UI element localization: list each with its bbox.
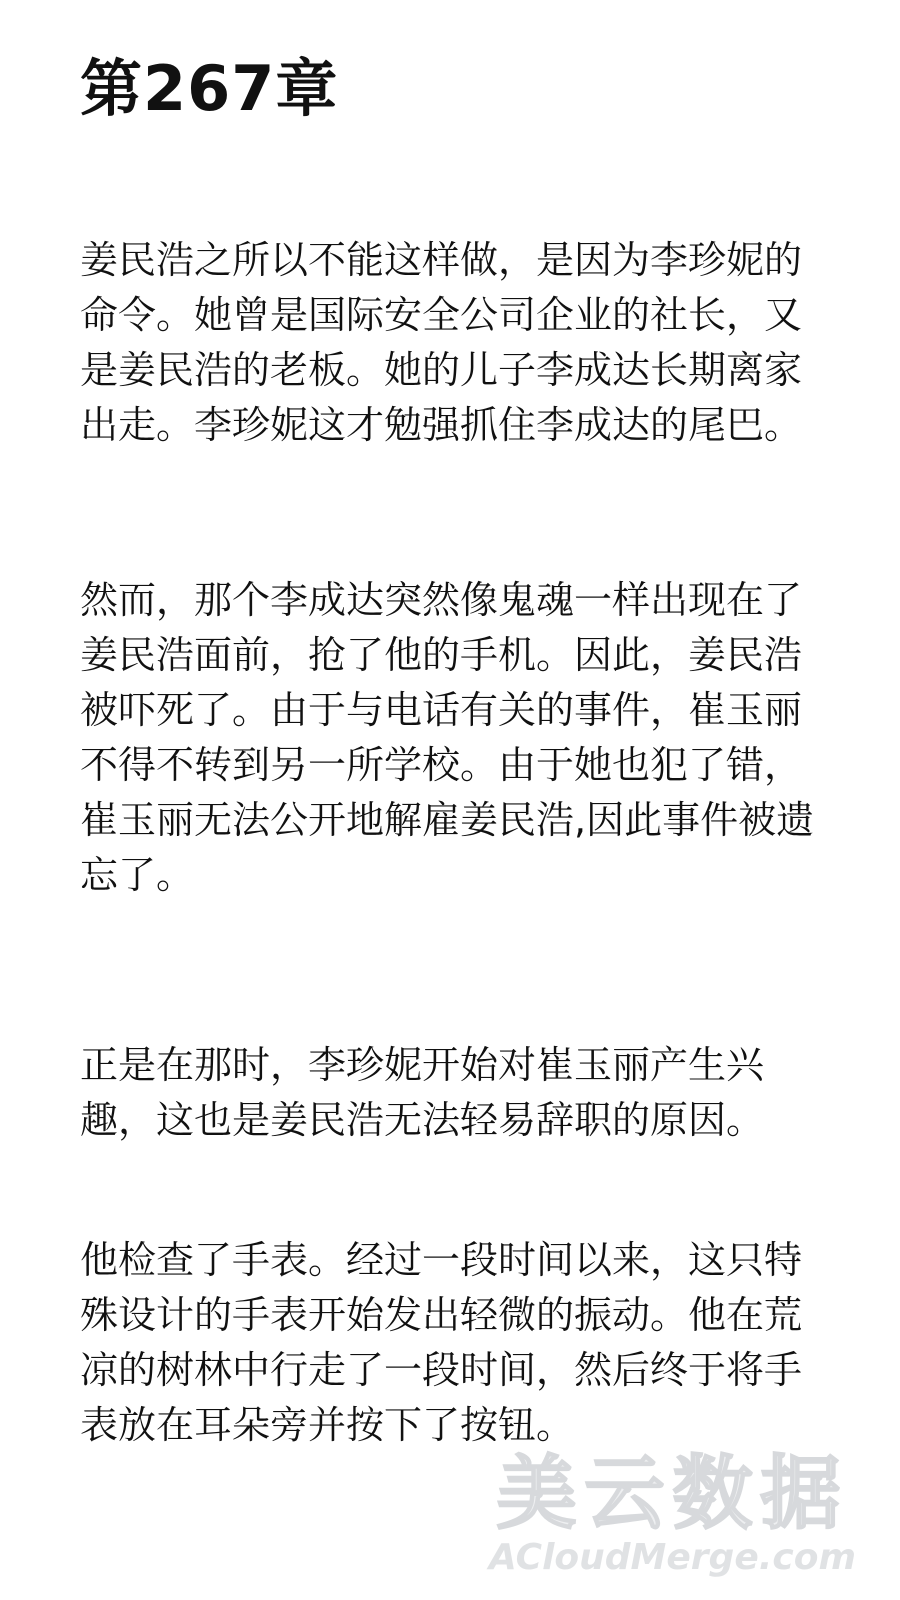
- story-paragraph-3: 正是在那时，李珍妮开始对崔玉丽产生兴趣，这也是姜民浩无法轻易辞职的原因。: [80, 1043, 765, 1142]
- chapter-title: 第267章: [80, 52, 339, 125]
- watermark-english-text: ACloudMerge.com: [488, 1537, 856, 1578]
- story-paragraph-2: 然而，那个李成达突然像鬼魂一样出现在了姜民浩面前，抢了他的手机。因此，姜民浩被吓死了。由于与电话有关的事件，崔玉丽不得不转到另一所学校。由于她也犯了错，崔玉丽无法公开地解雇姜民浩,因此事件被遗忘了。: [80, 578, 815, 897]
- story-paragraph-4: 他检查了手表。经过一段时间以来，这只特殊设计的手表开始发出轻微的振动。他在荒凉的树林中行走了一段时间，然后终于将手表放在耳朵旁并按下了按钮。: [80, 1238, 803, 1447]
- watermark: [488, 1447, 856, 1578]
- story-paragraph-1: 姜民浩之所以不能这样做，是因为李珍妮的命令。她曾是国际安全公司企业的社长，又是姜民浩的老板。她的儿子李成达长期离家出走。李珍妮这才勉强抓住李成达的尾巴。: [80, 238, 803, 447]
- watermark-chinese-text: 美云数据: [496, 1447, 849, 1540]
